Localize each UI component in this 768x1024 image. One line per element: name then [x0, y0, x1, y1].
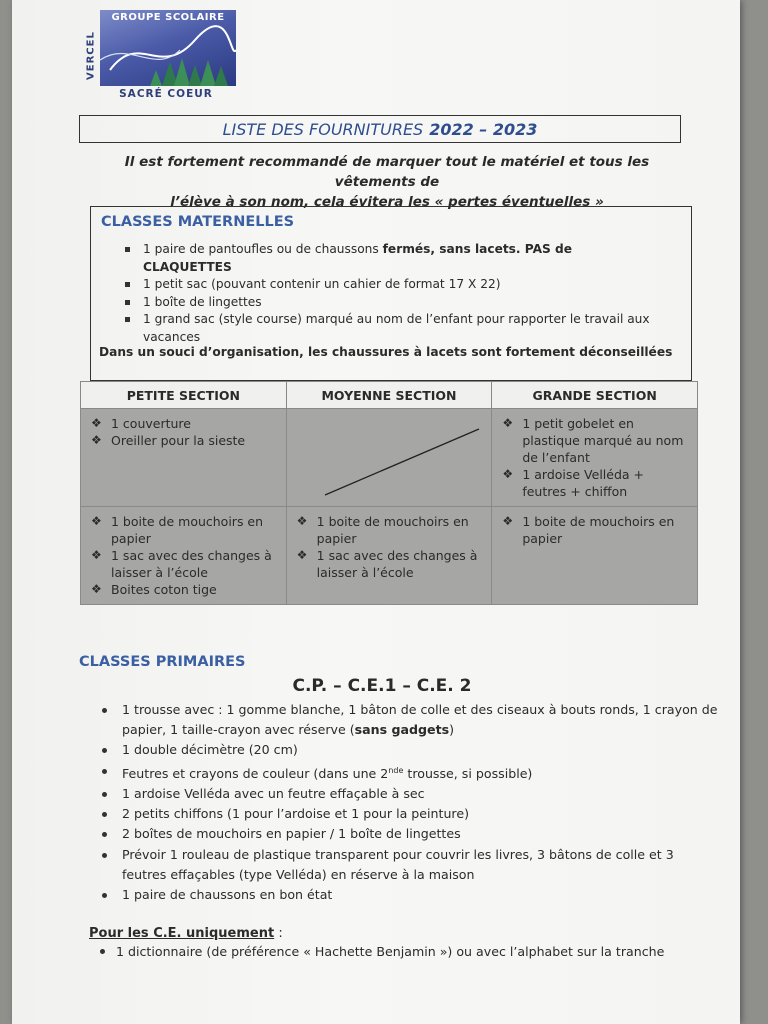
item-text: 1 sac avec des changes à laisser à l’école: [111, 548, 272, 580]
cell-grande-row2: [492, 507, 698, 605]
document-title: [79, 115, 681, 143]
header-petite-section: PETITE SECTION: [81, 382, 287, 409]
list-item: [89, 547, 278, 581]
list-item: 1 boîte de lingettes: [121, 294, 661, 312]
diamond-bullet-icon: ❖: [502, 416, 514, 430]
document-page: [12, 0, 740, 1024]
logo-bottom-text: SACRÉ COEUR: [119, 88, 213, 100]
diamond-bullet-icon: ❖: [91, 582, 102, 596]
diamond-bullet-icon: ❖: [296, 514, 308, 528]
list-item: [98, 761, 718, 784]
item-text: 1 couverture: [111, 416, 191, 431]
list-item: 1 ardoise Velléda avec un feutre effaçable à sec: [98, 784, 718, 804]
item-text: 1 ardoise Velléda + feutres + chiffon: [522, 467, 644, 499]
list-item: [500, 415, 689, 466]
item-text-end: ): [449, 722, 455, 738]
item-text: 1 trousse avec : 1 gomme blanche, 1 bâton de colle et des ciseaux à bouts ronds, 1 crayon de papier, 1 taille-crayon avec réserve (: [122, 702, 718, 738]
cell-moyenne-row1-empty: [286, 409, 492, 507]
diamond-bullet-icon: ❖: [296, 548, 308, 562]
ce-section-title: [89, 926, 283, 941]
item-text: 1 boite de mouchoirs en papier: [316, 514, 469, 546]
sections-table: [80, 381, 698, 605]
item-list: [500, 415, 689, 500]
list-item: Prévoir 1 rouleau de plastique transparent pour couvrir les livres, 3 bâtons de colle et 3 feutres effaçables (type Velléda) en réserve à la maison: [98, 845, 718, 885]
item-bold-text: sans gadgets: [354, 722, 450, 738]
header-moyenne-section: MOYENNE SECTION: [286, 382, 492, 409]
item-text: Oreiller pour la sieste: [111, 433, 246, 448]
list-item: 1 grand sac (style course) marqué au nom de l’enfant pour rapporter le travail aux vacances: [121, 311, 661, 346]
list-item: 2 petits chiffons (1 pour l’ardoise et 1 pour la peinture): [98, 804, 718, 824]
maternelles-title: CLASSES MATERNELLES: [101, 214, 295, 230]
list-item: [121, 241, 661, 276]
list-item: [98, 700, 718, 740]
cell-grande-row1: [492, 409, 698, 507]
item-text: 1 petit gobelet en plastique marqué au nom de l’enfant: [522, 416, 684, 465]
list-item: [89, 581, 278, 598]
list-item: [89, 415, 278, 432]
logo-vertical-text: VERCEL: [85, 31, 97, 81]
primaires-list: [98, 700, 718, 905]
school-logo: [84, 8, 242, 102]
maternelles-list: [121, 241, 661, 346]
maternelles-box: [90, 206, 692, 381]
list-item: [295, 513, 484, 547]
cell-moyenne-row2: [286, 507, 492, 605]
diamond-bullet-icon: ❖: [91, 416, 102, 430]
diamond-bullet-icon: ❖: [91, 548, 102, 562]
intro-line-2: l’élève à son nom, cela évitera les « pertes éventuelles »: [170, 194, 604, 210]
cell-petite-row2: [81, 507, 287, 605]
item-superscript: nde: [388, 765, 404, 775]
list-item: [500, 466, 689, 500]
diamond-bullet-icon: ❖: [502, 467, 514, 481]
item-text: 1 boite de mouchoirs en papier: [522, 514, 675, 546]
list-item: 1 double décimètre (20 cm): [98, 740, 718, 760]
table-header-row: [81, 382, 698, 409]
ce-title-text: Pour les C.E. uniquement: [89, 926, 275, 941]
primaires-title: CLASSES PRIMAIRES: [79, 654, 246, 670]
table-row: [81, 409, 698, 507]
list-item: 1 dictionnaire (de préférence « Hachette Benjamin ») ou avec l’alphabet sur la tranche: [98, 942, 718, 961]
intro-line-1: Il est fortement recommandé de marquer tout le matériel et tous les vêtements de: [124, 154, 650, 190]
item-text: 1 paire de pantoufles ou de chaussons: [143, 242, 383, 256]
header-grande-section: GRANDE SECTION: [492, 382, 698, 409]
diamond-bullet-icon: ❖: [91, 433, 102, 447]
list-item: [89, 513, 278, 547]
item-list: [500, 513, 689, 547]
item-text: 1 sac avec des changes à laisser à l’école: [316, 548, 478, 580]
logo-emblem: [100, 10, 236, 86]
cell-petite-row1: [81, 409, 287, 507]
maternelles-note: Dans un souci d’organisation, les chaussures à lacets sont fortement déconseillées: [99, 345, 673, 359]
item-list: [89, 415, 278, 449]
title-text: LISTE DES FOURNITURES: [222, 119, 424, 139]
list-item: 2 boîtes de mouchoirs en papier / 1 boîte de lingettes: [98, 824, 718, 844]
list-item: [89, 432, 278, 449]
item-text: Boites coton tige: [111, 582, 217, 597]
item-list: [295, 513, 484, 581]
ce-title-colon: :: [274, 926, 283, 941]
table-row: [81, 507, 698, 605]
logo-top-text: GROUPE SCOLAIRE: [111, 12, 225, 23]
list-item: 1 paire de chaussons en bon état: [98, 885, 718, 905]
strike-line-icon: [297, 413, 487, 503]
item-text-end: trousse, si possible): [403, 765, 533, 781]
item-text: 1 boite de mouchoirs en papier: [111, 514, 264, 546]
ce-list: [98, 942, 718, 961]
item-bold-text: fermés, sans lacets. PAS de CLAQUETTES: [143, 242, 573, 274]
diamond-bullet-icon: ❖: [91, 514, 102, 528]
list-item: [500, 513, 689, 547]
item-list: [89, 513, 278, 598]
primaires-subtitle: C.P. – C.E.1 – C.E. 2: [292, 676, 472, 696]
title-year: 2022 – 2023: [429, 119, 538, 139]
intro-paragraph: [82, 152, 692, 212]
diamond-bullet-icon: ❖: [502, 514, 514, 528]
list-item: 1 petit sac (pouvant contenir un cahier de format 17 X 22): [121, 276, 661, 294]
list-item: [295, 547, 484, 581]
item-text: Feutres et crayons de couleur (dans une 2: [122, 765, 389, 781]
